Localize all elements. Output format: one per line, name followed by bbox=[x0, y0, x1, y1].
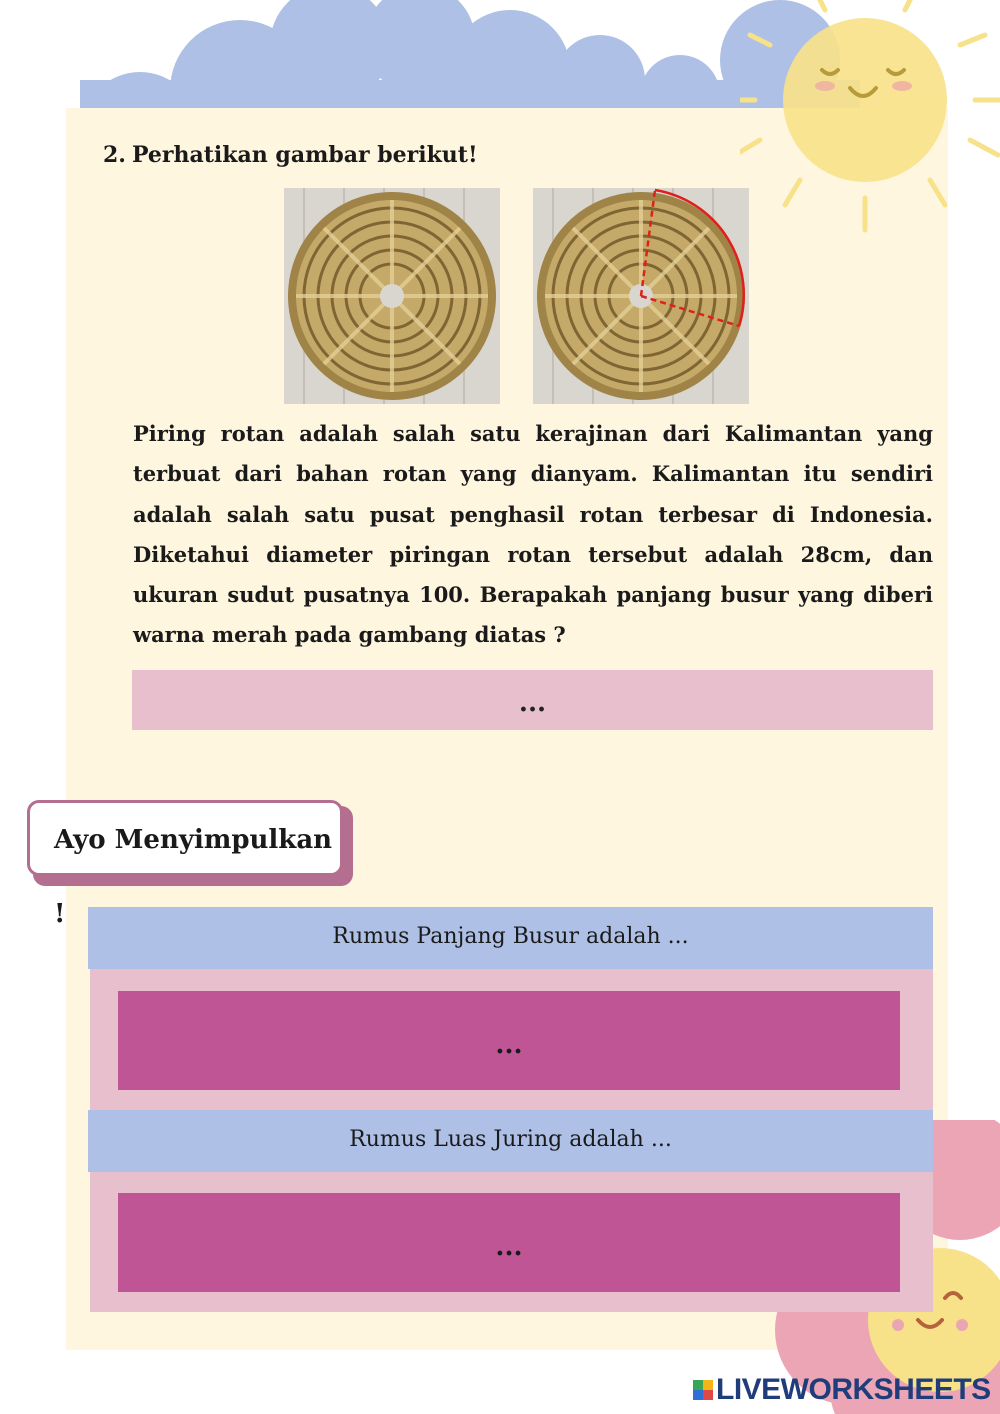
sector-area-formula-header: Rumus Luas Juring adalah ... bbox=[88, 1110, 933, 1172]
brand-text: LIVEWORKSHEETS bbox=[716, 1373, 991, 1406]
question-paragraph: Piring rotan adalah salah satu kerajinan dari Kalimantan yang terbuat dari bahan rotan yang dianyam. Kalimantan itu sendiri adalah salah satu pusat penghasil rotan terbesar di Indonesia. Diketahui diameter piringan rotan tersebut adalah 28cm, dan ukuran sudut pusatnya 100. Berapakah panjang busur yang diberi warna merah pada gambang diatas ? bbox=[133, 421, 933, 648]
question-title-text: Perhatikan gambar berikut! bbox=[131, 142, 478, 168]
rattan-plate-photo bbox=[284, 188, 500, 404]
arc-length-formula-input[interactable]: ... bbox=[118, 991, 900, 1090]
liveworksheets-logo-icon bbox=[693, 1380, 713, 1400]
conclusion-label: Ayo Menyimpulkan ! bbox=[27, 800, 343, 876]
arc-length-formula-header: Rumus Panjang Busur adalah ... bbox=[88, 907, 933, 969]
sector-area-formula-input[interactable]: ... bbox=[118, 1193, 900, 1292]
rattan-plate-sector-photo bbox=[533, 188, 749, 404]
liveworksheets-logo[interactable] bbox=[693, 1373, 991, 1407]
answer-input[interactable]: ... bbox=[132, 670, 933, 730]
sun-icon bbox=[740, 0, 1000, 240]
question-title bbox=[103, 142, 478, 168]
conclusion-badge bbox=[27, 800, 353, 929]
question-number: 2. bbox=[103, 142, 126, 168]
